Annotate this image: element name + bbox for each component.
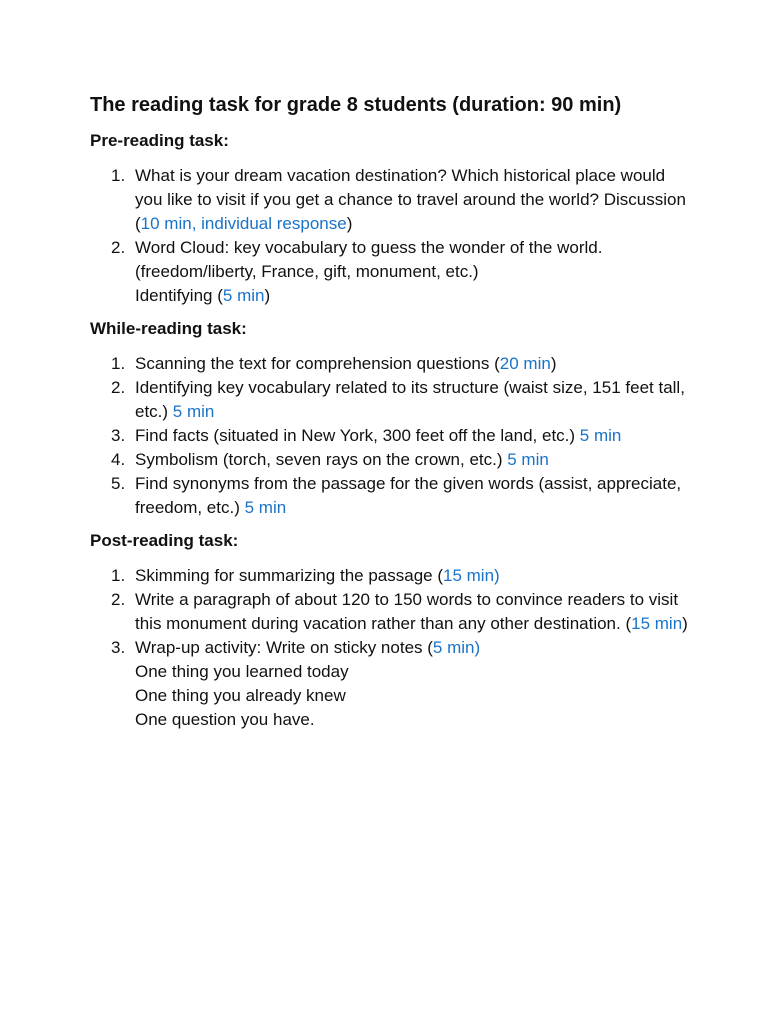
document-title: The reading task for grade 8 students (duration: 90 min) bbox=[90, 94, 622, 116]
item-activity-line bbox=[135, 284, 690, 308]
item-text: Skimming for summarizing the passage ( bbox=[135, 566, 444, 585]
sticky-note-prompt-learned: One thing you learned today bbox=[135, 662, 349, 681]
list-item bbox=[90, 472, 690, 520]
post-reading-heading: Post-reading task: bbox=[90, 531, 239, 550]
item-number: 2. bbox=[111, 378, 126, 397]
item-number: 2. bbox=[111, 238, 126, 257]
time-allocation: 5 min) bbox=[432, 638, 481, 657]
item-number: 1. bbox=[111, 166, 126, 185]
list-item bbox=[90, 236, 690, 308]
item-text: Find synonyms from the passage for the given words (assist, appreciate, freedom, etc.) bbox=[135, 474, 682, 517]
sticky-note-prompt-knew: One thing you already knew bbox=[135, 686, 346, 705]
item-text: Write a paragraph of about 120 to 150 words to convince readers to visit this monument during vacation rather than any other destination. ( bbox=[135, 590, 679, 633]
time-allocation: 15 min bbox=[631, 614, 683, 633]
time-allocation: 5 min bbox=[579, 426, 622, 445]
post-reading-list bbox=[90, 564, 690, 732]
item-text: Wrap-up activity: Write on sticky notes ( bbox=[135, 638, 433, 657]
list-item bbox=[90, 424, 690, 448]
time-allocation: 5 min bbox=[172, 402, 215, 421]
item-text: Identifying key vocabulary related to its structure (waist size, 151 feet tall, etc.) bbox=[135, 378, 685, 421]
item-number: 5. bbox=[111, 474, 126, 493]
item-text-end: ) bbox=[550, 354, 557, 373]
sticky-note-prompt-question: One question you have. bbox=[135, 710, 315, 729]
item-number: 1. bbox=[111, 354, 126, 373]
time-allocation: 5 min bbox=[222, 286, 265, 305]
item-number: 3. bbox=[111, 426, 126, 445]
pre-reading-heading: Pre-reading task: bbox=[90, 131, 229, 150]
pre-reading-list bbox=[90, 164, 690, 308]
item-number: 3. bbox=[111, 638, 126, 657]
item-examples: (freedom/liberty, France, gift, monument, etc.) bbox=[135, 262, 479, 281]
list-item bbox=[90, 636, 690, 732]
list-item bbox=[90, 164, 690, 236]
while-reading-list bbox=[90, 352, 690, 520]
item-text-end: ) bbox=[346, 214, 353, 233]
item-text: What is your dream vacation destination? Which historical place would you like to visit if you get a chance to travel around the world? Discussion ( bbox=[135, 166, 686, 233]
list-item bbox=[90, 352, 690, 376]
item-text: Find facts (situated in New York, 300 feet off the land, etc.) bbox=[135, 426, 580, 445]
time-allocation: 15 min) bbox=[443, 566, 500, 585]
while-reading-heading: While-reading task: bbox=[90, 319, 247, 338]
time-allocation: 5 min bbox=[244, 498, 287, 517]
time-allocation: 20 min bbox=[499, 354, 551, 373]
list-item bbox=[90, 564, 690, 588]
list-item bbox=[90, 588, 690, 636]
item-number: 2. bbox=[111, 590, 126, 609]
time-allocation: 10 min, individual response bbox=[140, 214, 347, 233]
list-item bbox=[90, 376, 690, 424]
item-text-end: ) bbox=[264, 286, 271, 305]
list-item bbox=[90, 448, 690, 472]
item-number: 4. bbox=[111, 450, 126, 469]
item-number: 1. bbox=[111, 566, 126, 585]
item-text-end: ) bbox=[682, 614, 688, 633]
item-text: Symbolism (torch, seven rays on the crown, etc.) bbox=[135, 450, 508, 469]
item-text: Identifying ( bbox=[135, 286, 223, 305]
time-allocation: 5 min bbox=[507, 450, 549, 469]
item-text: Word Cloud: key vocabulary to guess the wonder of the world. bbox=[135, 238, 603, 257]
item-text: Scanning the text for comprehension questions ( bbox=[135, 354, 500, 373]
